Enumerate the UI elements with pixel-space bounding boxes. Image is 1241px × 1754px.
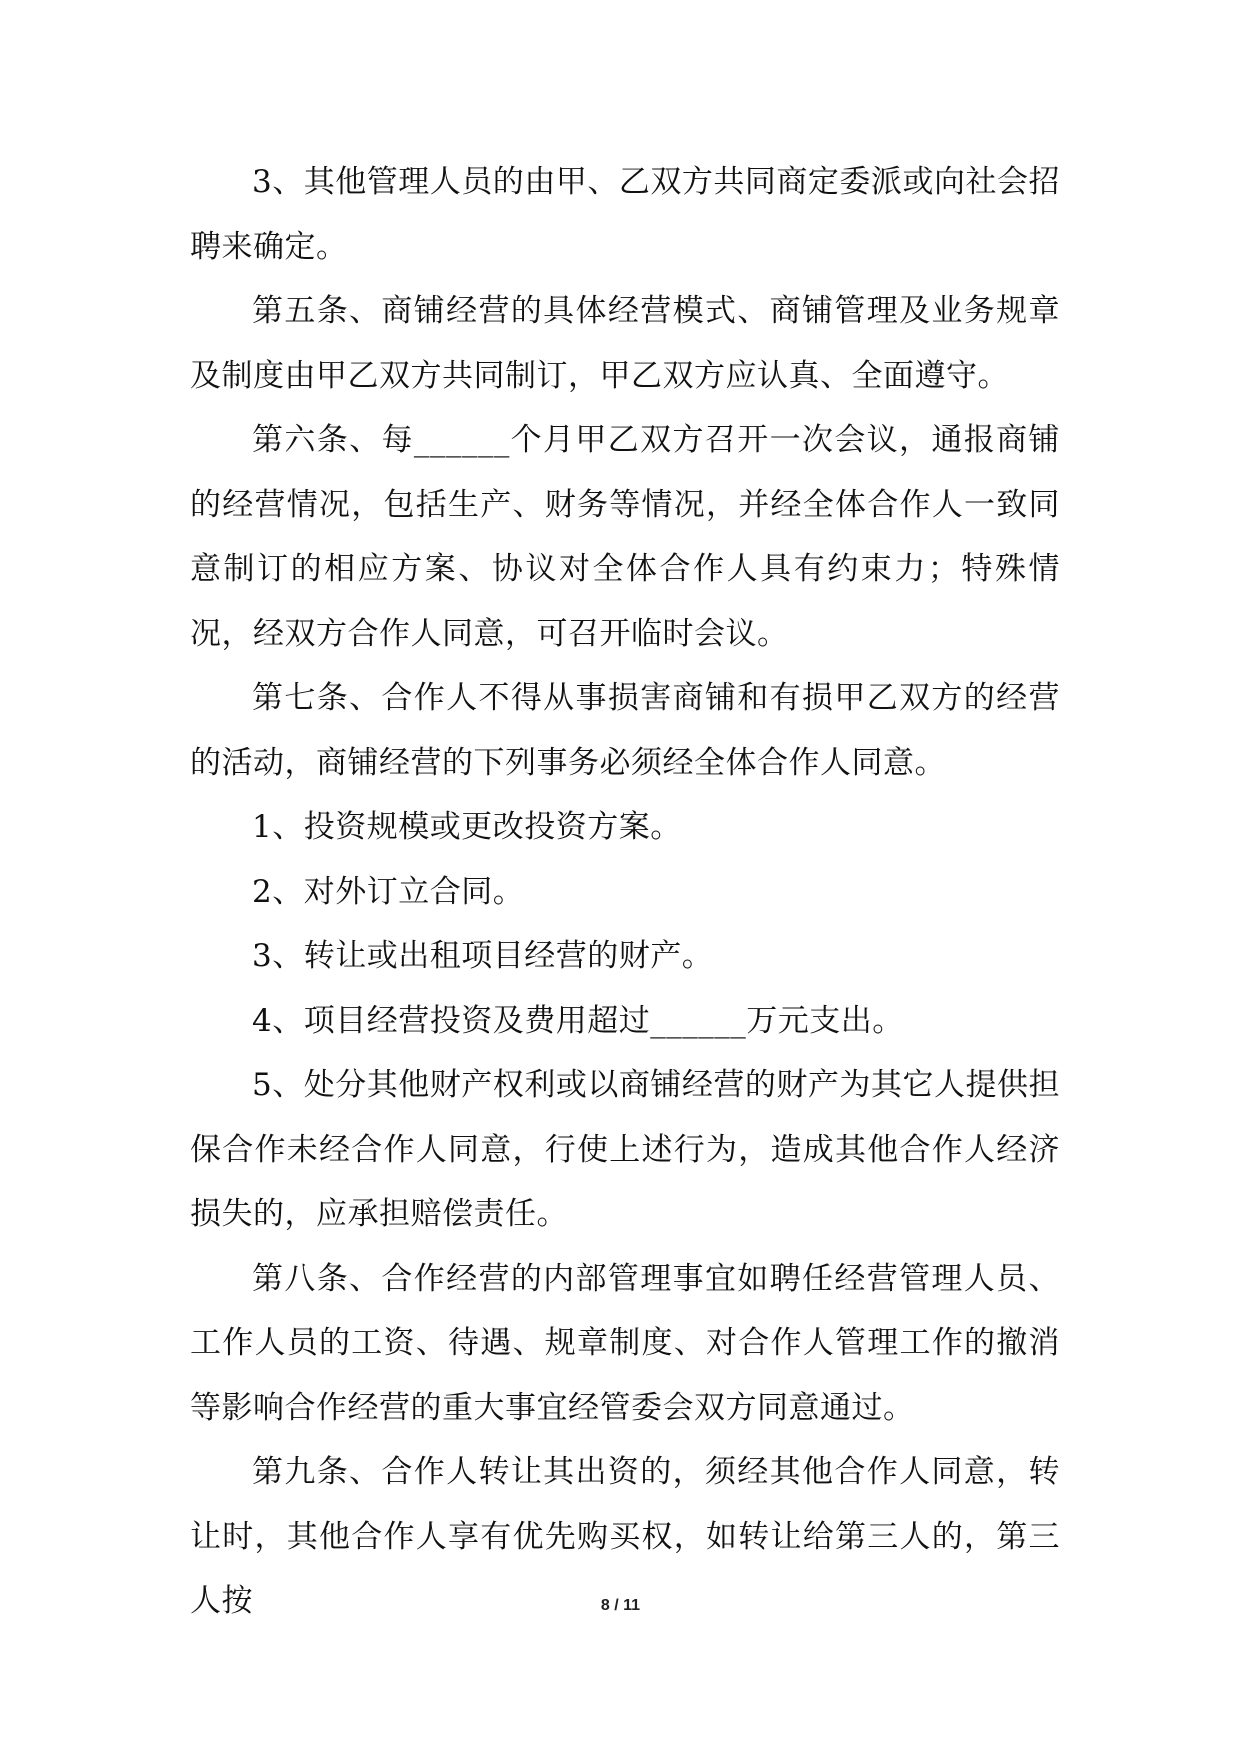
paragraph-article-7-item-1: 1、投资规模或更改投资方案。 [252, 809, 682, 845]
paragraph-article-8: 第八条、合作经营的内部管理事宜如聘任经营管理人员、工作人员的工资、待遇、规章制度、对合作人管理工作的撤消等影响合作经营的重大事宜经管委会双方同意通过。 [190, 1260, 1060, 1426]
paragraph-article-7-item-4: 4、项目经营投资及费用超过______万元支出。 [252, 1002, 904, 1039]
page-number: 8 / 11 [600, 1597, 641, 1614]
document-body [190, 150, 1060, 1634]
paragraph-article-7-item-2: 2、对外订立合同。 [252, 873, 525, 910]
paragraph-article-5: 第五条、商铺经营的具体经营模式、商铺管理及业务规章及制度由甲乙双方共同制订，甲乙双方应认真、全面遵守。 [190, 293, 1060, 394]
paragraph-article-7: 第七条、合作人不得从事损害商铺和有损甲乙双方的经营的活动，商铺经营的下列事务必须经全体合作人同意。 [190, 680, 1060, 781]
paragraph-article-7-item-5: 5、处分其他财产权利或以商铺经营的财产为其它人提供担保合作未经合作人同意，行使上述行为，造成其他合作人经济损失的，应承担赔偿责任。 [190, 1067, 1060, 1232]
paragraph-article-7-item-3: 3、转让或出租项目经营的财产。 [252, 938, 714, 974]
paragraph-article-9: 第九条、合作人转让其出资的，须经其他合作人同意，转让时，其他合作人享有优先购买权，如转让给第三人的，第三人按 [190, 1454, 1060, 1619]
paragraph-article-6: 第六条、每______个月甲乙双方召开一次会议，通报商铺的经营情况，包括生产、财务等情况，并经全体合作人一致同意制订的相应方案、协议对全体合作人具有约束力；特殊情况，经双方合作人同意，可召开临时会议。 [190, 422, 1060, 652]
paragraph-clause-4-3: 3、其他管理人员的由甲、乙双方共同商定委派或向社会招聘来确定。 [190, 164, 1060, 265]
